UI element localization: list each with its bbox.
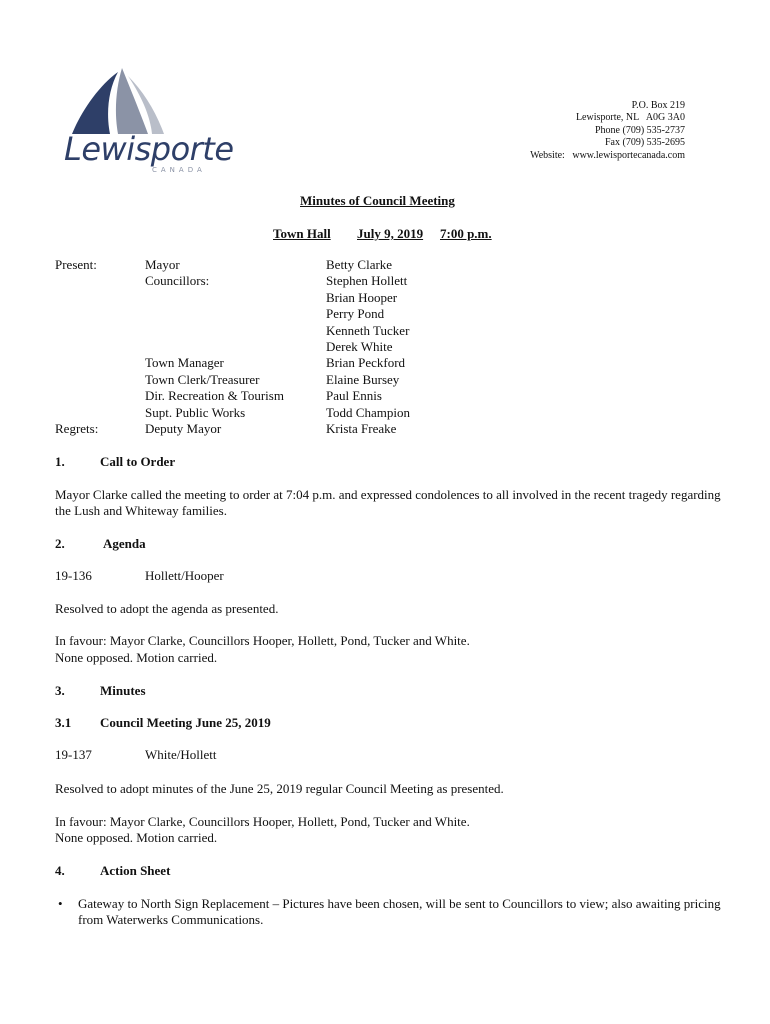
section-number: 3. xyxy=(55,683,65,698)
resolution-text: Resolved to adopt minutes of the June 25, 2019 regular Council Meeting as presented. xyxy=(55,781,504,796)
motion-movers: Hollett/Hooper xyxy=(145,568,224,583)
role-town-manager: Town Manager xyxy=(145,355,224,371)
vote-result: None opposed. Motion carried. xyxy=(55,650,218,665)
section-heading-minutes: Minutes xyxy=(100,683,146,698)
website-label: Website: xyxy=(530,149,565,161)
meeting-time: 7:00 p.m. xyxy=(440,226,492,241)
role-mayor: Mayor xyxy=(145,257,180,272)
section-number: 1. xyxy=(55,454,65,469)
role-town-clerk: Town Clerk/Treasurer xyxy=(145,371,260,387)
fax: Fax (709) 535-2695 xyxy=(605,137,685,149)
attendee-name: Betty Clarke xyxy=(326,257,393,272)
vote-favour: In favour: Mayor Clarke, Councillors Hooper, Hollett, Pond, Tucker and White. xyxy=(55,814,470,829)
role-deputy-mayor: Deputy Mayor xyxy=(145,420,222,436)
role-dir-recreation: Dir. Recreation & Tourism xyxy=(145,388,284,404)
meeting-location: Town Hall xyxy=(273,226,331,241)
attendee-name: Todd Champion xyxy=(326,404,410,420)
meeting-date: July 9, 2019 xyxy=(357,226,424,241)
attendee-name: Derek White xyxy=(326,338,393,354)
attendee-name: Brian Hooper xyxy=(326,289,398,305)
attendee-name: Perry Pond xyxy=(326,306,385,322)
present-label: Present: xyxy=(55,257,97,272)
po-box: P.O. Box 219 xyxy=(631,100,685,111)
section-heading-agenda: Agenda xyxy=(103,536,146,551)
attendance-roles xyxy=(145,257,284,437)
role-councillors: Councillors: xyxy=(145,273,210,289)
role-blank xyxy=(145,306,284,322)
section-number: 4. xyxy=(55,863,65,878)
section-number: 2. xyxy=(55,536,65,551)
logo-subtext: CANADA xyxy=(152,166,206,174)
call-to-order-text: Mayor Clarke called the meeting to order at 7:04 p.m. and expressed condolences to all involved in the recent tragedy regarding the Lush and Whiteway families. xyxy=(55,487,721,519)
section-heading-call-to-order: Call to Order xyxy=(100,454,176,469)
lewisporte-logo xyxy=(60,66,234,178)
attendee-name: Brian Peckford xyxy=(326,355,406,371)
attendee-name: Kenneth Tucker xyxy=(326,322,410,338)
attendee-name: Stephen Hollett xyxy=(326,273,408,289)
role-blank xyxy=(145,290,284,306)
motion-number: 19-137 xyxy=(55,747,92,762)
vote-result: None opposed. Motion carried. xyxy=(55,830,218,845)
regrets-label: Regrets: xyxy=(55,421,99,436)
bullet-icon: • xyxy=(58,896,63,911)
role-supt-public-works: Supt. Public Works xyxy=(145,404,246,420)
section-number: 3.1 xyxy=(55,715,72,730)
attendance-names xyxy=(326,257,410,437)
role-blank xyxy=(145,323,284,339)
city-postal: Lewisporte, NL A0G 3A0 xyxy=(575,112,685,124)
attendee-name: Krista Freake xyxy=(326,420,397,436)
vote-favour: In favour: Mayor Clarke, Councillors Hooper, Hollett, Pond, Tucker and White. xyxy=(55,633,470,648)
motion-number: 19-136 xyxy=(55,568,92,583)
resolution-text: Resolved to adopt the agenda as presented. xyxy=(55,601,279,616)
section-heading-action-sheet: Action Sheet xyxy=(100,863,171,878)
contact-block xyxy=(530,100,685,162)
motion-movers: White/Hollett xyxy=(145,747,217,762)
document-title: Minutes of Council Meeting xyxy=(300,193,455,208)
action-item: Gateway to North Sign Replacement – Pictures have been chosen, will be sent to Councillors to view; also awaiting pricing from Waterwerks Communications. xyxy=(78,896,721,928)
role-blank xyxy=(145,339,284,355)
phone: Phone (709) 535-2737 xyxy=(595,124,685,136)
website-line xyxy=(530,150,685,162)
logo-wordmark: Lewisporte xyxy=(64,130,234,168)
section-heading-council-meeting: Council Meeting June 25, 2019 xyxy=(100,715,271,730)
attendee-name: Paul Ennis xyxy=(326,388,382,404)
website-link[interactable]: www.lewisportecanada.com xyxy=(572,149,685,161)
attendee-name: Elaine Bursey xyxy=(326,371,400,387)
